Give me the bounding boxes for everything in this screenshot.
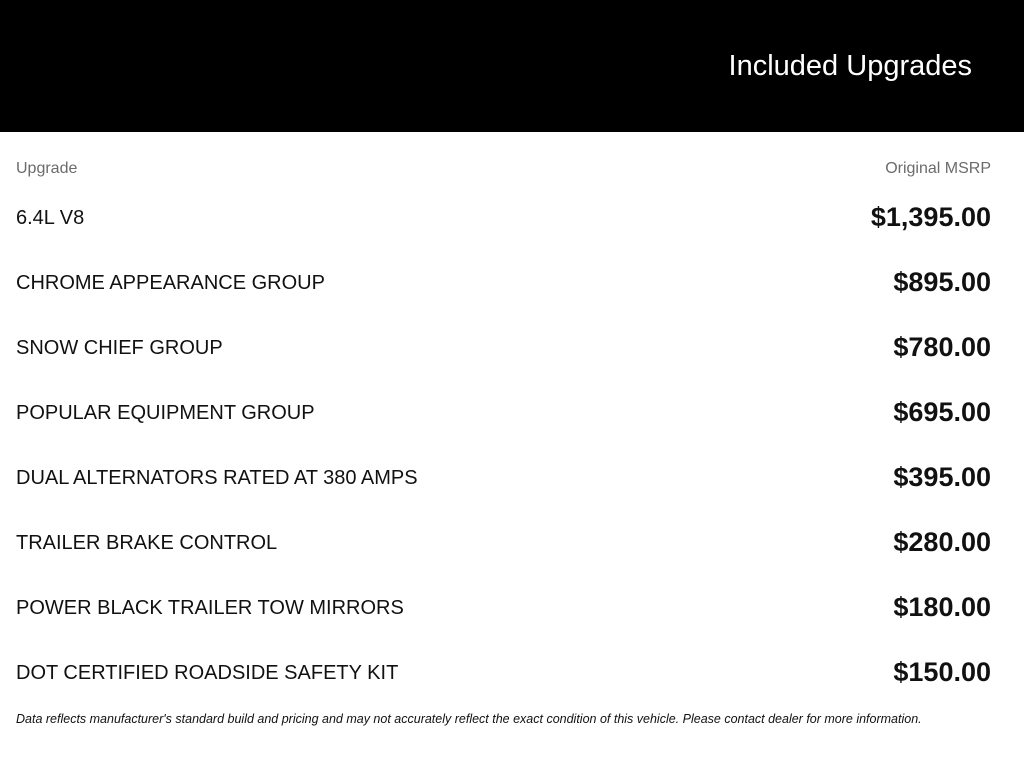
upgrade-name: TRAILER BRAKE CONTROL [16,532,278,554]
upgrade-row [16,250,991,315]
disclaimer-text: Data reflects manufacturer's standard build and pricing and may not accurately reflect the exact condition of this vehicle. Please contact dealer for more information. [16,712,922,726]
upgrade-row [16,185,991,250]
page-title: Included Upgrades [728,50,972,82]
upgrades-list [16,185,991,705]
header-banner [0,0,1024,132]
upgrade-price: $395.00 [893,462,991,492]
upgrade-row [16,445,991,510]
upgrade-name: DUAL ALTERNATORS RATED AT 380 AMPS [16,467,418,489]
upgrade-row [16,315,991,380]
column-header-upgrade: Upgrade [16,160,78,177]
upgrade-name: CHROME APPEARANCE GROUP [16,272,325,294]
upgrade-row [16,510,991,575]
upgrade-price: $280.00 [893,527,991,557]
upgrade-name: DOT CERTIFIED ROADSIDE SAFETY KIT [16,662,399,684]
upgrade-price: $895.00 [893,267,991,297]
upgrade-name: 6.4L V8 [16,207,85,229]
upgrade-name: POWER BLACK TRAILER TOW MIRRORS [16,597,404,619]
upgrade-row [16,380,991,445]
upgrade-price: $780.00 [893,332,991,362]
upgrade-price: $180.00 [893,592,991,622]
upgrade-row [16,575,991,640]
column-headers [16,160,991,180]
upgrade-price: $695.00 [893,397,991,427]
column-header-msrp: Original MSRP [885,160,991,177]
upgrade-price: $1,395.00 [870,202,991,232]
upgrade-name: SNOW CHIEF GROUP [16,337,223,359]
upgrade-price: $150.00 [893,657,991,687]
upgrade-name: POPULAR EQUIPMENT GROUP [16,402,315,424]
upgrade-row [16,640,991,705]
